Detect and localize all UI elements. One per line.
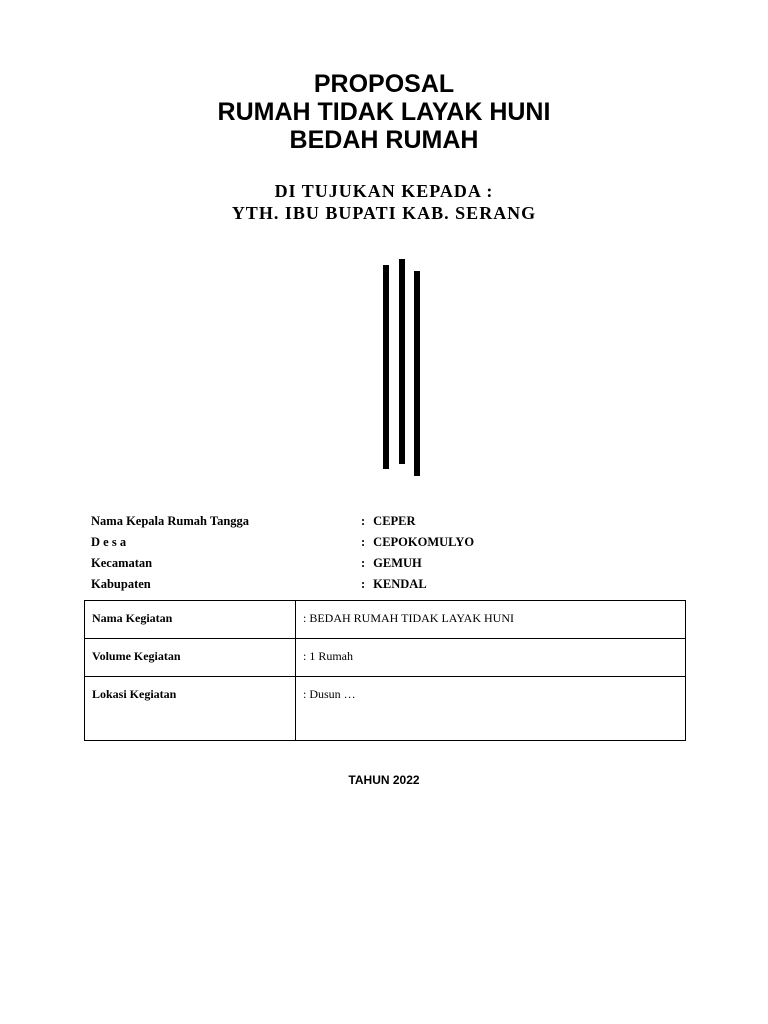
addressee-line-2: YTH. IBU BUPATI KAB. SERANG bbox=[231, 203, 537, 223]
info-row-kabupaten: Kabupaten : KENDAL bbox=[91, 577, 427, 591]
info-label: Nama Kepala Rumah Tangga bbox=[91, 514, 250, 528]
household-info bbox=[91, 514, 591, 598]
document-title bbox=[0, 70, 768, 154]
info-row-kecamatan: Kecamatan : GEMUH bbox=[91, 556, 422, 570]
title-line-proposal: PROPOSAL bbox=[313, 70, 455, 98]
table-row bbox=[85, 677, 686, 741]
info-value: CEPER bbox=[373, 514, 416, 528]
year-label: TAHUN 2022 bbox=[348, 773, 420, 787]
info-label: Kabupaten bbox=[91, 577, 151, 591]
kegiatan-table bbox=[84, 600, 686, 741]
info-value: GEMUH bbox=[373, 556, 422, 570]
info-value: CEPOKOMULYO bbox=[373, 535, 475, 549]
info-row-desa: D e s a : CEPOKOMULYO bbox=[91, 535, 475, 549]
info-label: Kecamatan bbox=[91, 556, 153, 570]
kegiatan-label: Nama Kegiatan bbox=[92, 611, 173, 625]
kegiatan-value: : 1 Rumah bbox=[303, 649, 353, 663]
title-line-bedah-rumah: BEDAH RUMAH bbox=[289, 126, 479, 154]
kegiatan-label: Lokasi Kegiatan bbox=[92, 687, 177, 701]
table-row bbox=[85, 601, 686, 639]
table-row bbox=[85, 639, 686, 677]
kegiatan-value: : BEDAH RUMAH TIDAK LAYAK HUNI bbox=[303, 611, 515, 625]
title-line-rtlh: RUMAH TIDAK LAYAK HUNI bbox=[217, 98, 551, 126]
info-row-kepala: Nama Kepala Rumah Tangga : CEPER bbox=[91, 514, 416, 528]
logo-bars-icon bbox=[378, 255, 428, 485]
addressee-line-1: DI TUJUKAN KEPADA : bbox=[274, 181, 494, 201]
info-value: KENDAL bbox=[373, 577, 427, 591]
kegiatan-label: Volume Kegiatan bbox=[92, 649, 181, 663]
kegiatan-value: : Dusun … bbox=[303, 687, 356, 701]
info-label: D e s a bbox=[91, 535, 127, 549]
addressee-block bbox=[0, 180, 768, 224]
